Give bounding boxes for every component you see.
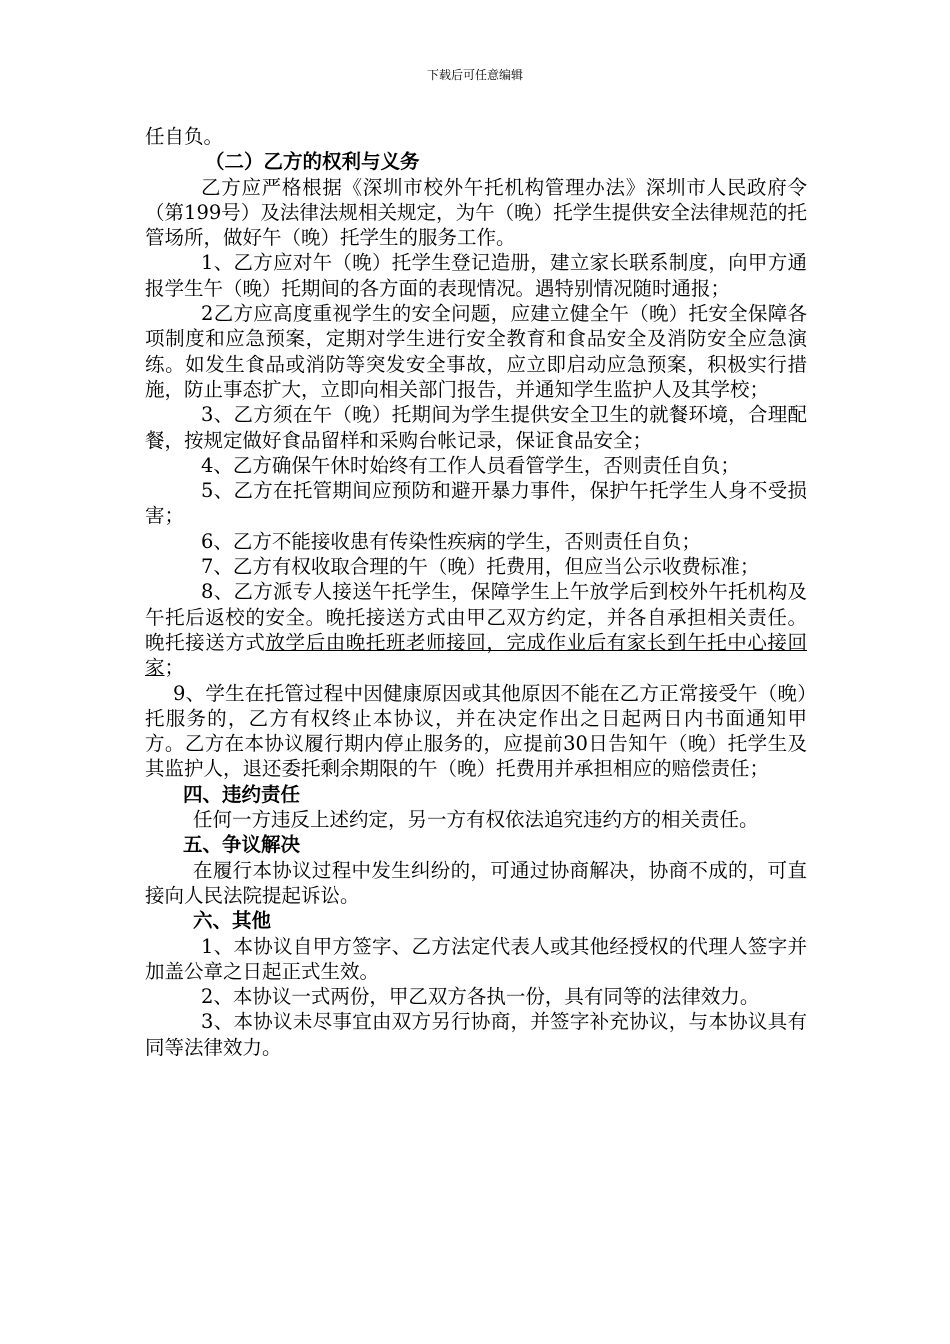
underlined-fill-in: 放学后由晚托班老师接回，完成作业后有家长到午托中心接回家 <box>145 630 807 680</box>
list-item: 4、乙方确保午休时始终有工作人员看管学生，否则责任自负； <box>201 453 740 477</box>
list-item: 2、本协议一式两份，甲乙双方各执一份，具有同等的法律效力。 <box>201 985 760 1009</box>
paragraph: 在履行本协议过程中发生纠纷的，可通过协商解决，协商不成的，可直接向人民法院提起诉讼。 <box>145 858 807 907</box>
paragraph: 任自负。 <box>145 125 224 148</box>
list-item: 5、乙方在托管期间应预防和避开暴力事件，保护午托学生人身不受损害； <box>145 479 807 528</box>
list-item: 9、学生在托管过程中因健康原因或其他原因不能在乙方正常接受午（晚）托服务的，乙方有权终止本协议，并在决定作出之日起两日内书面通知甲方。乙方在本协议履行期内停止服务的，应提前30日告知午（晚）托学生及其监护人，退还委托剩余期限的午（晚）托费用并承担相应的赔偿责任； <box>145 681 807 781</box>
list-item: 3、乙方须在午（晚）托期间为学生提供安全卫生的就餐环境，合理配餐，按规定做好食品留样和采购台帐记录，保证食品安全； <box>145 403 807 452</box>
list-item: 6、乙方不能接收患有传染性疾病的学生，否则责任自负； <box>201 529 701 553</box>
list-item-tail: ； <box>164 656 185 680</box>
list-item-text: 8、乙方派专人接送午托学生，保障学生上午放学后到校外午托机构及午托后返校的安全。晚托接送方式由甲乙双方约定，并各自承担相关责任。晚托接送方式 <box>145 580 807 654</box>
paragraph: 任何一方违反上述约定，另一方有权依法追究违约方的相关责任。 <box>193 808 759 832</box>
section-heading: 六、其他 <box>193 909 272 933</box>
section-heading: 五、争议解决 <box>183 833 301 857</box>
document-body <box>145 124 807 1060</box>
section-heading: 四、违约责任 <box>183 782 301 806</box>
list-item: 7、乙方有权收取合理的午（晚）托费用，但应当公示收费标准； <box>201 555 760 579</box>
paragraph: 乙方应严格根据《深圳市校外午托机构管理办法》深圳市人民政府令（第199号）及法律法规相关规定，为午（晚）托学生提供安全法律规范的托管场所，做好午（晚）托学生的服务工作。 <box>145 175 807 250</box>
list-item: 1、本协议自甲方签字、乙方法定代表人或其他经授权的代理人签字并加盖公章之日起正式生效。 <box>145 934 807 983</box>
list-item: 1、乙方应对午（晚）托学生登记造册，建立家长联系制度，向甲方通报学生午（晚）托期间的各方面的表现情况。遇特别情况随时通报； <box>145 251 807 300</box>
page-header: 下载后可任意编辑 <box>426 68 523 82</box>
section-heading: （二）乙方的权利与义务 <box>205 150 420 174</box>
list-item: 3、本协议未尽事宜由双方另行协商，并签字补充协议，与本协议具有同等法律效力。 <box>145 1010 807 1059</box>
list-item: 2乙方应高度重视学生的安全问题，应建立健全午（晚）托安全保障各项制度和应急预案，定期对学生进行安全教育和食品安全及消防安全应急演练。如发生食品或消防等突发安全事故，应立即启动应急预案，积极实行措施，防止事态扩大，立即向相关部门报告，并通知学生监护人及其学校； <box>145 302 807 401</box>
list-item <box>145 579 807 680</box>
